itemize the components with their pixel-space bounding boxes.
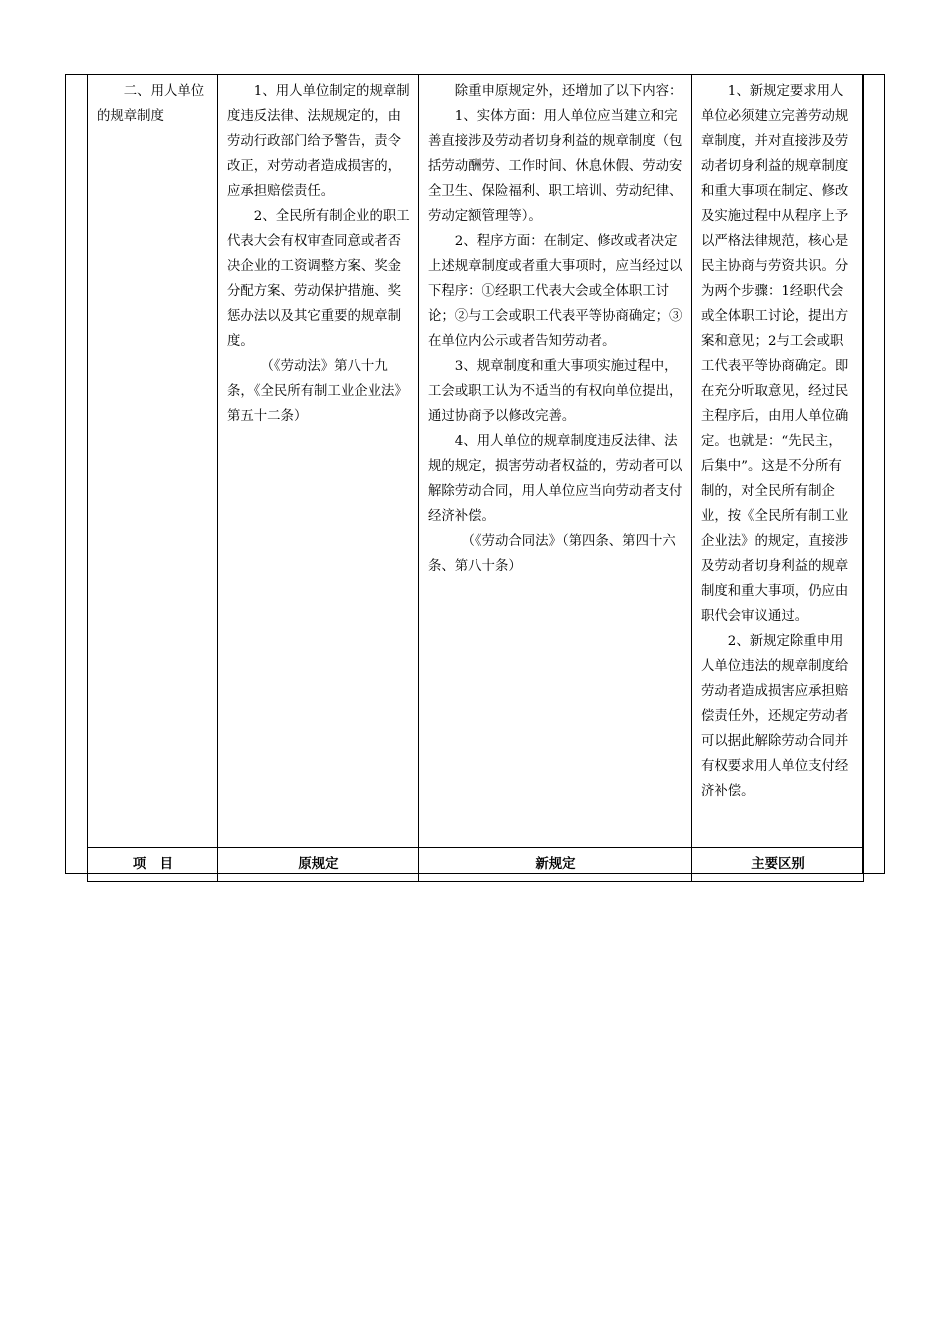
new-paragraph-3: 2、程序方面：在制定、修改或者决定上述规章制度或者重大事项时，应当经过以下程序：①经职工代表大会或全体职工讨论；②与工会或职工代表平等协商确定；③在单位内公示或者告知劳动者。: [428, 234, 683, 349]
original-reference: （《劳动法》第八十九条，《全民所有制工业企业法》第五十二条）: [227, 359, 408, 424]
new-paragraph-4: 3、规章制度和重大事项实施过程中，工会或职工认为不适当的有权向单位提出，通过协商予以修改完善。: [428, 359, 683, 424]
new-paragraph-1: 除重申原规定外，还增加了以下内容：: [454, 84, 683, 99]
header-item: 项 目: [88, 848, 218, 882]
cell-item: [88, 75, 218, 848]
table-header-row: [88, 848, 864, 882]
original-paragraph-1: 1、用人单位制定的规章制度违反法律、法规规定的，由劳动行政部门给予警告，责令改正，对劳动者造成损害的，应承担赔偿责任。: [227, 84, 410, 199]
difference-paragraph-1: 1、新规定要求用人单位必须建立完善劳动规章制度，并对直接涉及劳动者切身利益的规章制度和重大事项在制定、修改及实施过程中从程序上予以严格法律规范，核心是民主协商与劳资共识。分为两个步骤：1经职代会或全体职工讨论，提出方案和意见；2与工会或职工代表平等协商确定。即在充分听取意见，经过民主程序后，由用人单位确定。也就是：“先民主，后集中”。这是不分所有制的，对全民所有制企业，按《全民所有制工业企业法》的规定，直接涉及劳动者切身利益的规章制度和重大事项，仍应由职代会审议通过。: [701, 84, 849, 624]
new-paragraph-2: 1、实体方面：用人单位应当建立和完善直接涉及劳动者切身利益的规章制度（包括劳动酬劳、工作时间、休息休假、劳动安全卫生、保险福利、职工培训、劳动纪律、劳动定额管理等）。: [428, 109, 683, 224]
table-row: [88, 75, 864, 848]
difference-paragraph-2: 2、新规定除重申用人单位违法的规章制度给劳动者造成损害应承担赔偿责任外，还规定劳动者可以据此解除劳动合同并有权要求用人单位支付经济补偿。: [701, 634, 849, 799]
new-reference: （《劳动合同法》（第四条、第四十六条、第八十条）: [428, 534, 676, 574]
comparison-table: [87, 74, 864, 882]
item-label: 二、用人单位的规章制度: [97, 84, 205, 124]
cell-original: [218, 75, 419, 848]
header-difference: 主要区别: [692, 848, 864, 882]
header-new: 新规定: [419, 848, 692, 882]
new-paragraph-5: 4、用人单位的规章制度违反法律、法规的规定，损害劳动者权益的，劳动者可以解除劳动合同，用人单位应当向劳动者支付经济补偿。: [428, 434, 683, 524]
original-paragraph-2: 2、全民所有制企业的职工代表大会有权审查同意或者否决企业的工资调整方案、奖金分配方案、劳动保护措施、奖惩办法以及其它重要的规章制度。: [227, 209, 410, 349]
cell-new: [419, 75, 692, 848]
header-original: 原规定: [218, 848, 419, 882]
cell-difference: [692, 75, 864, 848]
